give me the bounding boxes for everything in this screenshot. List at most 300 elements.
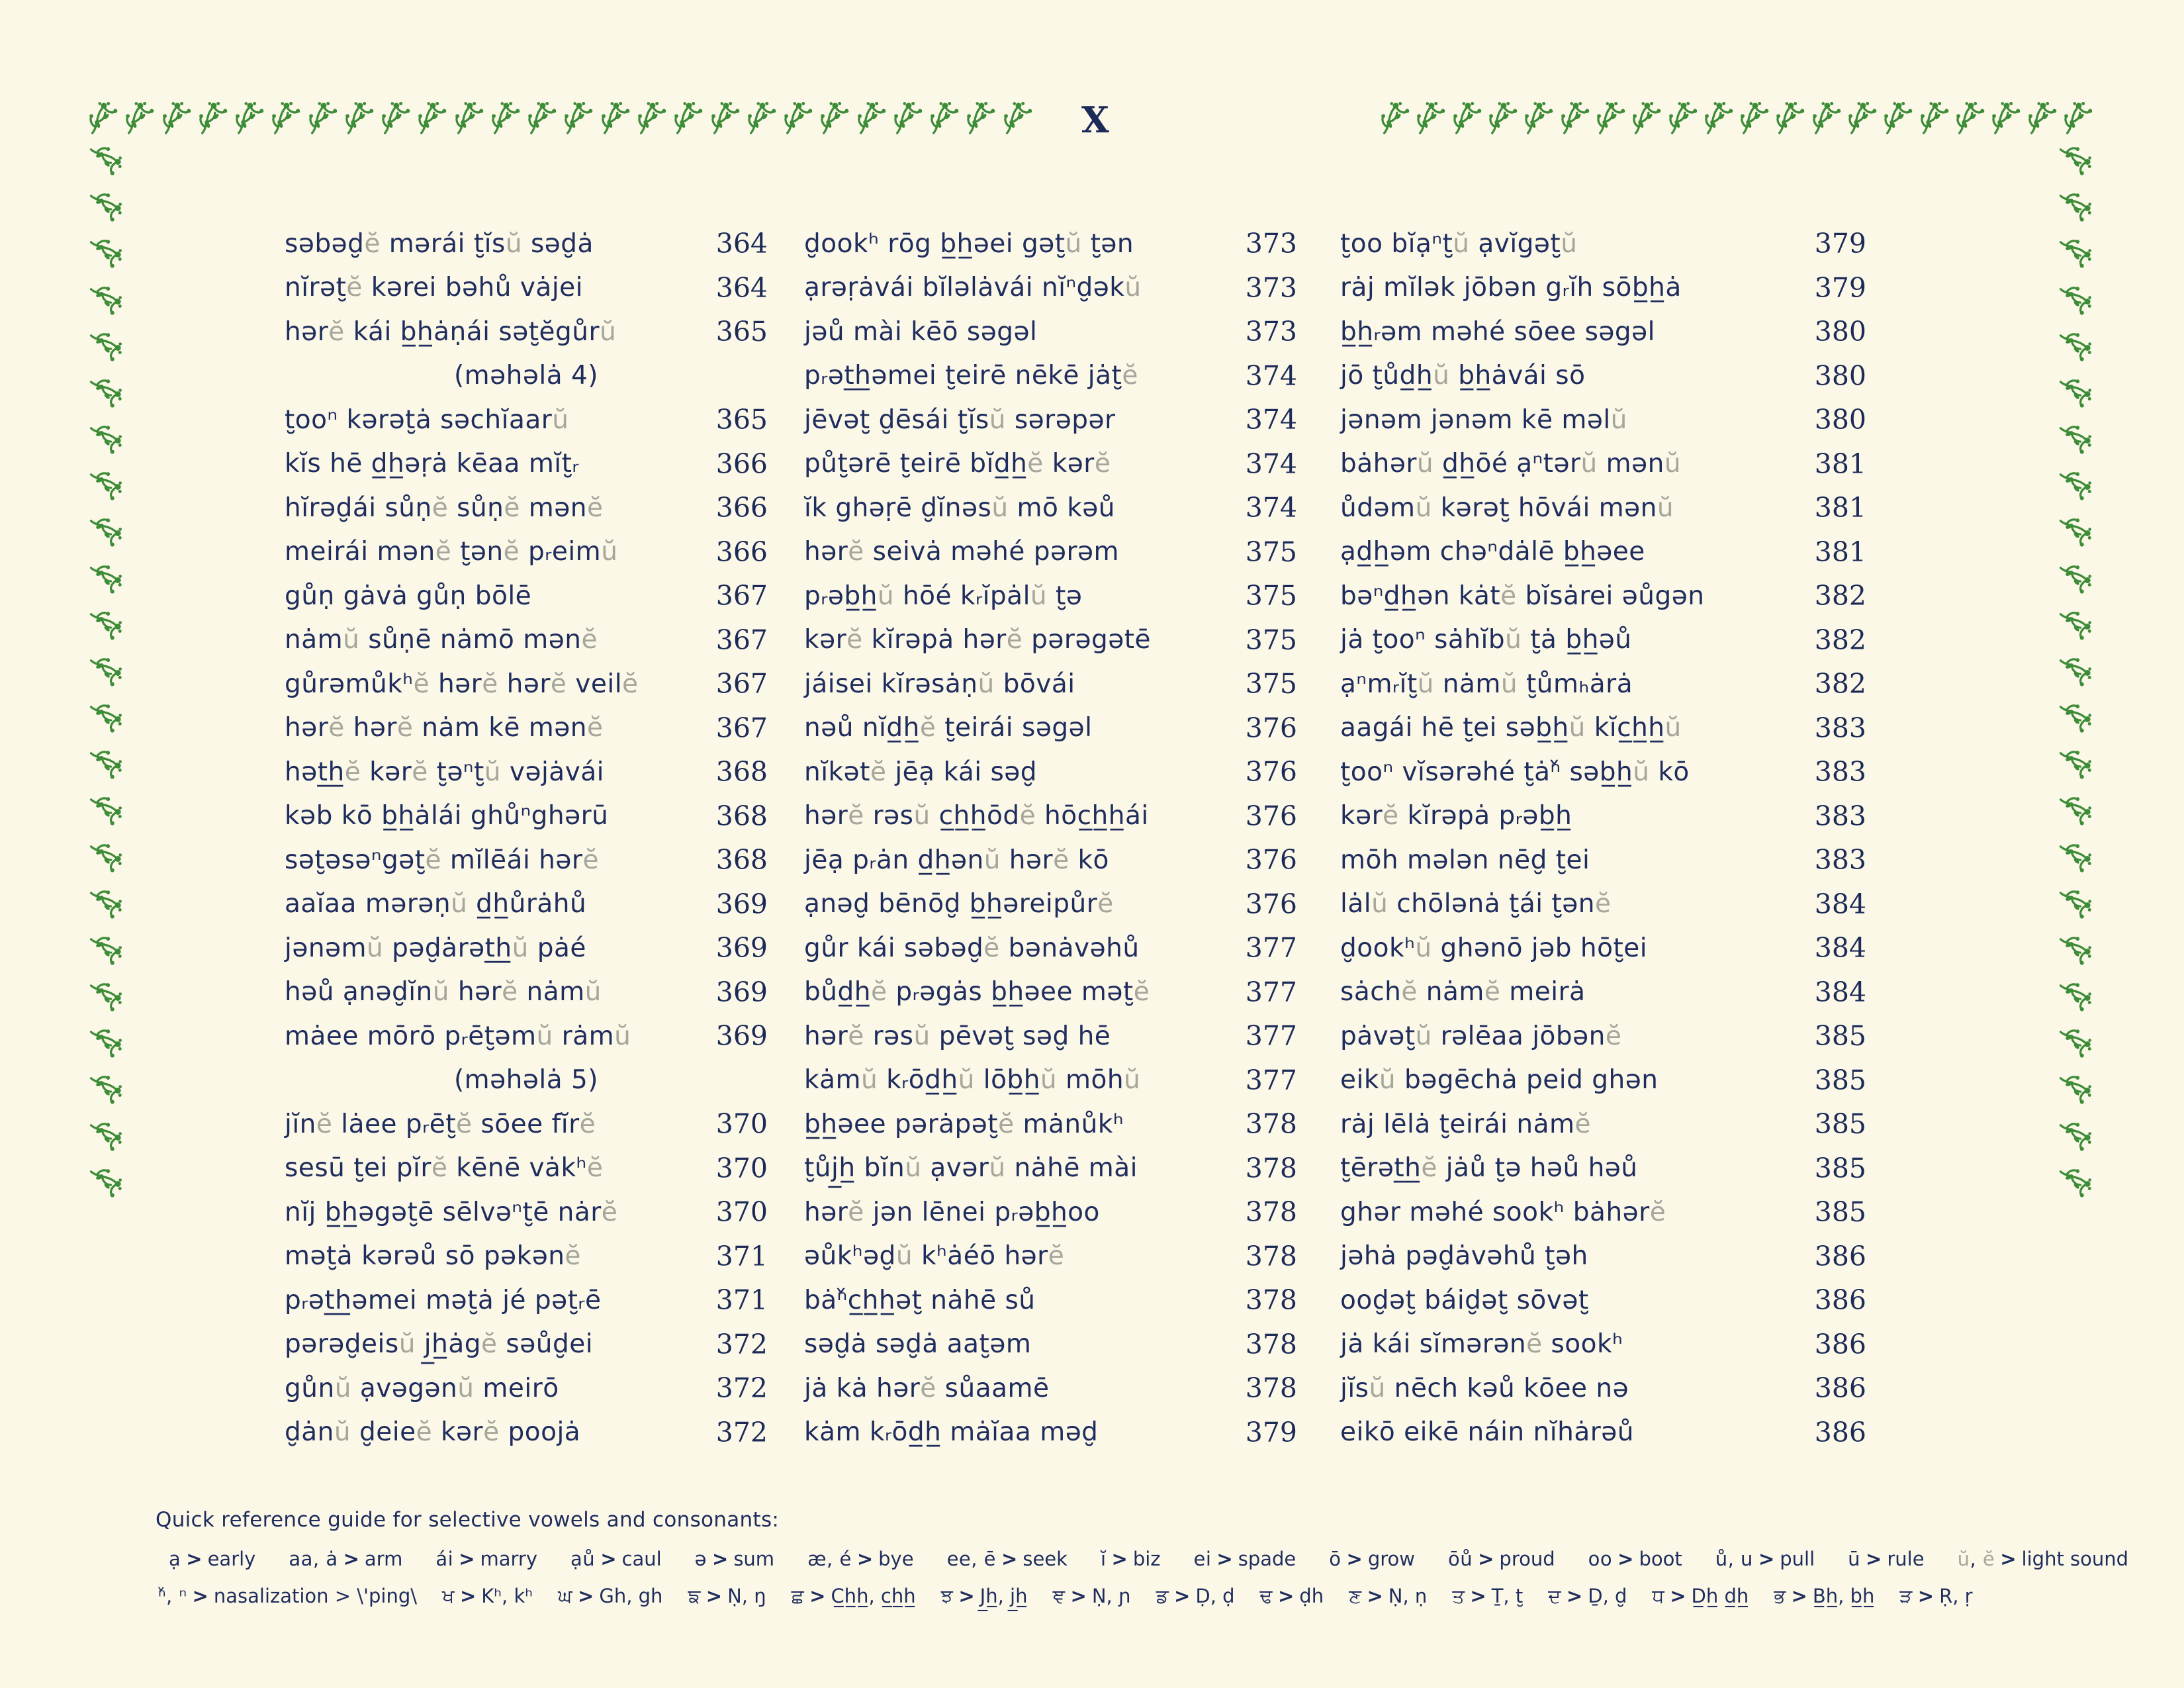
entry-page-number: 383 bbox=[1814, 800, 1866, 832]
floral-sprig-icon bbox=[452, 99, 485, 136]
entry-page-number: 377 bbox=[1245, 976, 1297, 1008]
entry-page-number: 382 bbox=[1814, 624, 1866, 656]
guide-item-vowel: ei > spade bbox=[1193, 1548, 1297, 1570]
entry-page-number: 377 bbox=[1245, 1064, 1297, 1096]
guide-item-consonant: ਧ > D̲h̲ d̲h̲ bbox=[1652, 1585, 1749, 1607]
entry-page-number: 376 bbox=[1245, 844, 1297, 876]
entry-page-number: 382 bbox=[1814, 580, 1866, 612]
entry-title: kĭs hē d̲h̲əṛȧ kēaa mĭt̮ᵣ bbox=[285, 449, 580, 479]
entry-title: t̮oo bĭạⁿt̮ŭ ạvĭgət̮ŭ bbox=[1340, 228, 1578, 259]
floral-sprig-icon bbox=[87, 886, 125, 921]
entry-page-number: 383 bbox=[1814, 712, 1866, 744]
entry-title: pərəd̮eisŭ j̲h̲ȧgĕ səůd̮ei bbox=[285, 1329, 594, 1360]
entry-title: gůr kái səbəd̮ĕ bənȧvəhů bbox=[804, 933, 1140, 963]
floral-border-top-right bbox=[1378, 99, 2094, 140]
entry-page-number: 376 bbox=[1245, 712, 1297, 744]
entry-page-number: 374 bbox=[1245, 447, 1297, 480]
floral-sprig-icon bbox=[2056, 700, 2095, 735]
floral-sprig-icon bbox=[87, 468, 125, 502]
guide-consonants-line bbox=[158, 1585, 2115, 1608]
floral-sprig-icon bbox=[415, 99, 448, 136]
entry-title: nȧmŭ sůṇē nȧmō mənĕ bbox=[285, 625, 598, 655]
page-number-roman: X bbox=[1081, 99, 1109, 141]
entry-page-number: 367 bbox=[715, 624, 768, 656]
floral-sprig-icon bbox=[2056, 608, 2095, 642]
floral-sprig-icon bbox=[2056, 1025, 2095, 1060]
index-entry bbox=[1340, 838, 1866, 882]
index-entry bbox=[285, 1278, 768, 1323]
floral-sprig-icon bbox=[159, 99, 193, 136]
entry-page-number: 378 bbox=[1245, 1108, 1297, 1141]
entry-page-number: 366 bbox=[715, 492, 768, 524]
index-entry bbox=[285, 970, 768, 1015]
entry-title: mōh mələn nēd̮ t̮ei bbox=[1340, 845, 1590, 875]
entry-page-number: 364 bbox=[715, 228, 768, 260]
guide-title: Quick reference guide for selective vowels and consonants: bbox=[156, 1508, 780, 1532]
index-entry bbox=[285, 1102, 768, 1147]
entry-title: səd̮ȧ səd̮ȧ aat̮əm bbox=[804, 1329, 1032, 1360]
entry-page-number: 376 bbox=[1245, 756, 1297, 788]
index-entry bbox=[804, 530, 1297, 575]
floral-sprig-icon bbox=[854, 99, 887, 136]
entry-title: ạrəṛȧvái bĭləlȧvái nĭⁿd̮əkŭ bbox=[804, 273, 1142, 303]
index-entry bbox=[1340, 1147, 1866, 1191]
entry-title: eikŭ bəgēchȧ peid ghən bbox=[1340, 1065, 1659, 1096]
floral-sprig-icon bbox=[2056, 283, 2095, 317]
entry-page-number: 373 bbox=[1245, 228, 1297, 260]
entry-title: jȧ t̮ooⁿ sȧhĭbŭ t̮ȧ b̲h̲əů bbox=[1340, 625, 1632, 655]
floral-sprig-icon bbox=[964, 99, 997, 136]
entry-title: eikō eikē náin nĭhȧrəů bbox=[1340, 1417, 1634, 1448]
index-entry bbox=[1340, 486, 1866, 530]
entry-title: gůnŭ ạvəgənŭ meirō bbox=[285, 1373, 559, 1403]
floral-sprig-icon bbox=[1378, 99, 1411, 136]
index-entry bbox=[285, 574, 768, 618]
floral-sprig-icon bbox=[2056, 793, 2095, 827]
entry-title: jēvət̮ d̮ēsái t̮ĭsŭ sərəpər bbox=[804, 404, 1116, 435]
entry-title: hərĕ kái b̲h̲ȧṇái sət̮ĕgůrŭ bbox=[285, 316, 617, 347]
entry-title: ghər məhé sookʰ bȧhərĕ bbox=[1340, 1197, 1666, 1227]
entry-page-number: 378 bbox=[1245, 1196, 1297, 1229]
guide-item-vowel: aa, ȧ > arm bbox=[289, 1548, 403, 1570]
entry-title: sət̮əsəⁿgət̮ĕ mĭlēái hərĕ bbox=[285, 845, 599, 875]
entry-title: d̮ookʰ rōg b̲h̲əei gət̮ŭ t̮ən bbox=[804, 228, 1134, 259]
entry-title: aagái hē t̮ei səb̲h̲ŭ kĭc̲h̲h̲ŭ bbox=[1340, 713, 1682, 743]
entry-page-number: 379 bbox=[1814, 228, 1866, 260]
entry-page-number: 382 bbox=[1814, 668, 1866, 700]
guide-item-consonant: ੜ > Ṛ, ṛ bbox=[1899, 1585, 1973, 1607]
entry-title: bəⁿd̲h̲ən kȧtĕ bĭsȧrei əůgən bbox=[1340, 581, 1705, 611]
entry-page-number: 368 bbox=[715, 756, 768, 788]
index-entry bbox=[804, 1366, 1297, 1411]
index-entry bbox=[285, 486, 768, 530]
index-entry bbox=[285, 618, 768, 663]
entry-page-number: 366 bbox=[715, 536, 768, 568]
entry-title: nĭkətĕ jēạ kái səd̮ bbox=[804, 757, 1038, 787]
section-heading: (məhəlȧ 5) bbox=[453, 1065, 599, 1096]
entry-page-number: 370 bbox=[715, 1196, 768, 1229]
floral-sprig-icon bbox=[1558, 99, 1591, 136]
entry-title: kərĕ kĭrəpȧ pᵣəb̲h̲ bbox=[1340, 801, 1572, 831]
index-entry bbox=[804, 266, 1297, 310]
index-entry bbox=[804, 1058, 1297, 1103]
index-entry bbox=[804, 1102, 1297, 1147]
entry-page-number: 378 bbox=[1245, 1240, 1297, 1272]
floral-sprig-icon bbox=[1001, 99, 1034, 136]
floral-sprig-icon bbox=[87, 1119, 125, 1153]
guide-item-vowel: ĭ > biz bbox=[1100, 1548, 1161, 1570]
index-entry bbox=[285, 926, 768, 970]
guide-item-consonant: ਭ > B̲h̲, b̲h̲ bbox=[1774, 1585, 1875, 1607]
floral-sprig-icon bbox=[817, 99, 850, 136]
index-entry bbox=[285, 662, 768, 706]
entry-title: pᵣəb̲h̲ŭ hōé kᵣĭpȧlŭ t̮ə bbox=[804, 581, 1083, 611]
entry-page-number: 372 bbox=[715, 1416, 768, 1448]
entry-title: sȧchĕ nȧmĕ meirȧ bbox=[1340, 977, 1586, 1008]
floral-sprig-icon bbox=[87, 189, 125, 224]
floral-sprig-icon bbox=[87, 608, 125, 642]
entry-title: kəb kō b̲h̲ȧlái ghůⁿghərū bbox=[285, 801, 609, 831]
floral-sprig-icon bbox=[87, 422, 125, 456]
floral-sprig-icon bbox=[671, 99, 704, 136]
entry-title: hərĕ jən lēnei pᵣəb̲h̲oo bbox=[804, 1197, 1100, 1227]
index-entry bbox=[804, 750, 1297, 794]
floral-sprig-icon bbox=[2061, 99, 2094, 136]
index-entry bbox=[1340, 354, 1866, 399]
entry-title: kərĕ kĭrəpȧ hərĕ pərəgətē bbox=[804, 625, 1151, 655]
index-entry bbox=[1340, 882, 1866, 927]
entry-title: jȧ kái sĭmərənĕ sookʰ bbox=[1340, 1329, 1623, 1360]
entry-title: hərĕ hərĕ nȧm kē mənĕ bbox=[285, 713, 604, 743]
guide-item-vowel: ạů > caul bbox=[570, 1548, 662, 1570]
floral-sprig-icon bbox=[1414, 99, 1447, 136]
index-entry bbox=[804, 794, 1297, 839]
index-entry bbox=[804, 310, 1297, 354]
index-entry bbox=[285, 398, 768, 442]
index-entry bbox=[285, 794, 768, 839]
index-entry bbox=[1340, 398, 1866, 442]
floral-sprig-icon bbox=[1989, 99, 2022, 136]
floral-sprig-icon bbox=[2056, 747, 2095, 781]
floral-sprig-icon bbox=[2056, 143, 2095, 177]
index-entry bbox=[285, 706, 768, 751]
index-entry bbox=[804, 882, 1297, 927]
guide-item-vowel: ə > sum bbox=[694, 1548, 775, 1570]
entry-page-number: 369 bbox=[715, 932, 768, 964]
guide-item-consonant: ਖ > Kʰ, kʰ bbox=[442, 1585, 533, 1607]
floral-sprig-icon bbox=[87, 1025, 125, 1060]
entry-title: gůrəmůkʰĕ hərĕ hərĕ veilĕ bbox=[285, 669, 639, 699]
floral-sprig-icon bbox=[2056, 840, 2095, 874]
entry-page-number: 379 bbox=[1245, 1416, 1297, 1448]
guide-item-vowel: oo > boot bbox=[1588, 1548, 1682, 1570]
index-entry bbox=[804, 662, 1297, 706]
entry-page-number: 367 bbox=[715, 668, 768, 700]
entry-title: sesū t̮ei pĭrĕ kēnē vȧkʰĕ bbox=[285, 1153, 604, 1184]
entry-page-number: 383 bbox=[1814, 844, 1866, 876]
index-entry bbox=[804, 1014, 1297, 1058]
floral-sprig-icon bbox=[87, 840, 125, 874]
entry-title: mət̮ȧ kərəů sō pəkənĕ bbox=[285, 1241, 581, 1272]
guide-item-consonant: ਙ > Ṇ, ŋ bbox=[688, 1585, 766, 1607]
index-entry bbox=[804, 618, 1297, 663]
index-entry bbox=[285, 310, 768, 354]
entry-title: səbəd̮ĕ mərái t̮ĭsŭ səd̮ȧ bbox=[285, 228, 594, 259]
entry-page-number: 369 bbox=[715, 888, 768, 920]
index-entry bbox=[804, 1323, 1297, 1367]
index-entry bbox=[285, 266, 768, 310]
floral-sprig-icon bbox=[342, 99, 375, 136]
entry-title: pᵣət̲h̲əmei t̮eirē nēkē jȧt̮ĕ bbox=[804, 361, 1138, 391]
guide-item-vowel: ōů > proud bbox=[1447, 1548, 1555, 1570]
entry-title: mȧee mōrō pᵣēt̮əmŭ rȧmŭ bbox=[285, 1021, 631, 1051]
floral-sprig-icon bbox=[2056, 422, 2095, 456]
floral-sprig-icon bbox=[1953, 99, 1986, 136]
guide-item-vowel: ō > grow bbox=[1329, 1548, 1415, 1570]
index-entry bbox=[285, 838, 768, 882]
floral-sprig-icon bbox=[87, 561, 125, 596]
index-column-1 bbox=[285, 222, 768, 1454]
floral-sprig-icon bbox=[87, 700, 125, 735]
floral-sprig-icon bbox=[927, 99, 960, 136]
floral-sprig-icon bbox=[87, 283, 125, 317]
entry-page-number: 380 bbox=[1814, 316, 1866, 348]
entry-title: jáisei kĭrəsȧṇŭ bōvái bbox=[804, 669, 1075, 699]
index-entry bbox=[285, 1147, 768, 1191]
entry-page-number: 368 bbox=[715, 800, 768, 832]
floral-sprig-icon bbox=[561, 99, 594, 136]
floral-sprig-icon bbox=[2056, 561, 2095, 596]
index-entry bbox=[804, 1190, 1297, 1235]
floral-sprig-icon bbox=[1522, 99, 1555, 136]
floral-sprig-icon bbox=[2056, 1072, 2095, 1106]
entry-page-number: 374 bbox=[1245, 359, 1297, 392]
pronunciation-guide bbox=[156, 1508, 2129, 1608]
entry-title: b̲h̲əee pərȧpət̮ĕ mȧnůkʰ bbox=[804, 1109, 1124, 1139]
floral-sprig-icon bbox=[2056, 329, 2095, 363]
index-entry bbox=[1340, 1190, 1866, 1235]
entry-page-number: 385 bbox=[1814, 1152, 1866, 1184]
entry-title: hərĕ seivȧ məhé pərəm bbox=[804, 537, 1120, 567]
floral-sprig-icon bbox=[2056, 979, 2095, 1013]
index-entry bbox=[1340, 442, 1866, 487]
entry-page-number: 386 bbox=[1814, 1416, 1866, 1448]
floral-sprig-icon bbox=[1845, 99, 1878, 136]
index-entry bbox=[804, 574, 1297, 618]
entry-title: ạnəd̮ bēnōd̮ b̲h̲əreipůrĕ bbox=[804, 889, 1114, 919]
floral-sprig-icon bbox=[1594, 99, 1627, 136]
entry-page-number: 380 bbox=[1814, 359, 1866, 392]
entry-title: ạd̲h̲əm chəⁿdȧlē b̲h̲əee bbox=[1340, 537, 1645, 567]
entry-title: ạⁿmᵣĭt̮ŭ nȧmŭ t̮ůmₕȧrȧ bbox=[1340, 669, 1633, 699]
entry-page-number: 373 bbox=[1245, 271, 1297, 304]
index-entry bbox=[804, 838, 1297, 882]
index-entry bbox=[285, 222, 768, 266]
floral-sprig-icon bbox=[2056, 654, 2095, 688]
floral-sprig-icon bbox=[87, 329, 125, 363]
floral-sprig-icon bbox=[306, 99, 339, 136]
floral-sprig-icon bbox=[598, 99, 631, 136]
floral-border-right bbox=[2056, 142, 2095, 1201]
index-entry bbox=[804, 222, 1297, 266]
entry-title: aaĭaa mərəṇŭ d̲h̲ůrȧhů bbox=[285, 889, 587, 919]
entry-page-number: 368 bbox=[715, 844, 768, 876]
index-entry bbox=[804, 970, 1297, 1015]
index-entry bbox=[1340, 706, 1866, 751]
entry-page-number: 385 bbox=[1814, 1064, 1866, 1096]
floral-sprig-icon bbox=[122, 99, 156, 136]
entry-title: kȧm kᵣōd̲h̲ mȧĭaa məd̮ bbox=[804, 1417, 1099, 1448]
guide-item-vowel: ạ > early bbox=[169, 1548, 256, 1570]
entry-page-number: 385 bbox=[1814, 1108, 1866, 1141]
index-entry bbox=[285, 442, 768, 487]
entry-title: jĭsŭ nēch kəů kōee nə bbox=[1340, 1373, 1629, 1403]
floral-sprig-icon bbox=[2025, 99, 2058, 136]
floral-sprig-icon bbox=[86, 99, 119, 136]
floral-sprig-icon bbox=[1666, 99, 1699, 136]
index-entry bbox=[1340, 1278, 1866, 1323]
floral-sprig-icon bbox=[2056, 468, 2095, 502]
guide-item-consonant: ਘ > Gh, gh bbox=[557, 1585, 663, 1607]
entry-title: hĭrəd̮ái sůṇĕ sůṇĕ mənĕ bbox=[285, 492, 604, 523]
index-entry bbox=[285, 1366, 768, 1411]
entry-page-number: 378 bbox=[1245, 1372, 1297, 1405]
floral-sprig-icon bbox=[2056, 1119, 2095, 1153]
index-entry bbox=[804, 486, 1297, 530]
floral-sprig-icon bbox=[87, 375, 125, 410]
entry-title: t̮ooⁿ vĭsərəhé t̮ȧⁿ̌ səb̲h̲ŭ kō bbox=[1340, 757, 1690, 787]
entry-page-number: 383 bbox=[1814, 756, 1866, 788]
floral-sprig-icon bbox=[87, 979, 125, 1013]
entry-page-number: 365 bbox=[715, 316, 768, 348]
guide-item-vowel: ū > rule bbox=[1848, 1548, 1925, 1570]
entry-page-number: 386 bbox=[1814, 1372, 1866, 1405]
guide-item-vowel: ái > marry bbox=[435, 1548, 538, 1570]
guide-item-vowel: ee, ē > seek bbox=[946, 1548, 1068, 1570]
guide-item-consonant: ਦ > Ḏ, d̮ bbox=[1548, 1585, 1627, 1607]
entry-page-number: 371 bbox=[715, 1284, 768, 1317]
index-entry bbox=[1340, 750, 1866, 794]
entry-page-number: 384 bbox=[1814, 932, 1866, 964]
index-entry bbox=[804, 1147, 1297, 1191]
entry-page-number: 375 bbox=[1245, 668, 1297, 700]
entry-page-number: 370 bbox=[715, 1108, 768, 1141]
entry-title: pᵣət̲h̲əmei mət̮ȧ jé pət̮ᵣē bbox=[285, 1285, 602, 1315]
entry-title: d̮ȧnŭ d̮eieĕ kərĕ poojȧ bbox=[285, 1417, 581, 1448]
entry-title: əůkʰəd̮ŭ kʰȧéō hərĕ bbox=[804, 1241, 1065, 1272]
entry-page-number: 376 bbox=[1245, 888, 1297, 920]
entry-title: həů ạnəd̮ĭnŭ hərĕ nȧmŭ bbox=[285, 977, 602, 1008]
guide-vowels-line bbox=[169, 1548, 2129, 1570]
index-entry bbox=[285, 1411, 768, 1455]
entry-title: ůdəmŭ kərət̮ hōvái mənŭ bbox=[1340, 492, 1674, 523]
entry-title: rȧj mĭlək jōbən gᵣĭh sōb̲h̲ȧ bbox=[1340, 273, 1682, 303]
floral-sprig-icon bbox=[635, 99, 668, 136]
entry-title: t̮ērət̲h̲ĕ jȧů t̮ə həů həů bbox=[1340, 1153, 1638, 1184]
floral-sprig-icon bbox=[488, 99, 522, 136]
index-entry bbox=[1340, 1235, 1866, 1279]
entry-title: jənəm jənəm kē məlŭ bbox=[1340, 404, 1627, 435]
guide-item-consonant: ਝ > J̲h̲, j̲h̲ bbox=[940, 1585, 1028, 1607]
floral-sprig-icon bbox=[87, 933, 125, 967]
entry-page-number: 384 bbox=[1814, 976, 1866, 1008]
entry-page-number: 371 bbox=[715, 1240, 768, 1272]
index-entry bbox=[804, 1411, 1297, 1455]
floral-sprig-icon bbox=[87, 236, 125, 270]
index-entry bbox=[1340, 970, 1866, 1015]
floral-sprig-icon bbox=[891, 99, 924, 136]
entry-page-number: 374 bbox=[1245, 492, 1297, 524]
floral-sprig-icon bbox=[87, 793, 125, 827]
entry-page-number: 365 bbox=[715, 404, 768, 436]
entry-title: lȧlŭ chōlənȧ t̮ái t̮ənĕ bbox=[1340, 889, 1612, 919]
entry-title: hərĕ rəsŭ c̲h̲h̲ōdĕ hōc̲h̲h̲ái bbox=[804, 801, 1149, 831]
index-entry bbox=[1340, 1366, 1866, 1411]
guide-item-consonant: ਢ > ḍh bbox=[1259, 1585, 1324, 1607]
index-entry bbox=[1340, 530, 1866, 575]
entry-title: jənəmŭ pəd̮ȧrət̲h̲ŭ pȧé bbox=[285, 933, 586, 963]
entry-title: bȧhərŭ d̲h̲ōé ạⁿtərŭ mənŭ bbox=[1340, 449, 1682, 479]
guide-item-consonant: ਞ > Ṇ, ɲ bbox=[1052, 1585, 1131, 1607]
floral-sprig-icon bbox=[781, 99, 814, 136]
entry-title: kȧmŭ kᵣōd̲h̲ŭ lōb̲h̲ŭ mōhŭ bbox=[804, 1065, 1141, 1096]
floral-sprig-icon bbox=[2056, 1165, 2095, 1199]
entry-page-number: 372 bbox=[715, 1372, 768, 1405]
entry-title: jĭnĕ lȧee pᵣēt̮ĕ sōee fĭrĕ bbox=[285, 1109, 596, 1139]
entry-page-number: 379 bbox=[1814, 271, 1866, 304]
index-entry bbox=[1340, 1102, 1866, 1147]
guide-item-consonant: ਡ > Ḍ, ḍ bbox=[1156, 1585, 1235, 1607]
section-heading: (məhəlȧ 4) bbox=[453, 361, 599, 391]
entry-page-number: 377 bbox=[1245, 932, 1297, 964]
entry-page-number: 386 bbox=[1814, 1240, 1866, 1272]
entry-title: hət̲h̲ĕ kərĕ t̮əⁿt̮ŭ vəjȧvái bbox=[285, 757, 605, 787]
entry-title: meirái mənĕ t̮ənĕ pᵣeimŭ bbox=[285, 537, 618, 567]
entry-page-number: 369 bbox=[715, 976, 768, 1008]
index-entry bbox=[1340, 662, 1866, 706]
entry-page-number: 375 bbox=[1245, 536, 1297, 568]
guide-item-consonant: ਛ > C̲h̲h̲, c̲h̲h̲ bbox=[791, 1585, 916, 1607]
guide-item-vowel: ŭ, ĕ > light sound bbox=[1957, 1548, 2129, 1570]
entry-page-number: 367 bbox=[715, 712, 768, 744]
floral-border-top-left bbox=[86, 99, 1034, 140]
entry-title: pȧvət̮ŭ rəlēaa jōbənĕ bbox=[1340, 1021, 1622, 1051]
guide-item-consonant: ਣ > Ṇ, ṇ bbox=[1349, 1585, 1428, 1607]
entry-page-number: 381 bbox=[1814, 492, 1866, 524]
entry-page-number: 370 bbox=[715, 1152, 768, 1184]
floral-border-left bbox=[86, 142, 126, 1201]
guide-item-consonant: ਤ > Ṯ, t̮ bbox=[1452, 1585, 1524, 1607]
entry-title: jȧ kȧ hərĕ sůaamē bbox=[804, 1373, 1050, 1403]
entry-title: rȧj lēlȧ t̮eirái nȧmĕ bbox=[1340, 1109, 1592, 1139]
entry-page-number: 384 bbox=[1814, 888, 1866, 920]
index-column-2 bbox=[804, 222, 1297, 1454]
entry-title: nəů nĭd̲h̲ĕ t̮eirái səgəl bbox=[804, 713, 1093, 743]
floral-sprig-icon bbox=[2056, 189, 2095, 224]
floral-sprig-icon bbox=[2056, 375, 2095, 410]
index-entry bbox=[804, 926, 1297, 970]
index-entry bbox=[1340, 222, 1866, 266]
floral-sprig-icon bbox=[1737, 99, 1770, 136]
floral-sprig-icon bbox=[87, 514, 125, 549]
entry-title: nĭj b̲h̲əgət̮ē sēlvəⁿt̮ē nȧrĕ bbox=[285, 1197, 618, 1227]
index-entry bbox=[285, 882, 768, 927]
entry-page-number: 381 bbox=[1814, 447, 1866, 480]
entry-page-number: 364 bbox=[715, 271, 768, 304]
index-entry bbox=[804, 1278, 1297, 1323]
entry-title: bȧⁿ̌c̲h̲h̲ət̮ nȧhē sů bbox=[804, 1285, 1036, 1315]
entry-title: půt̮ərē t̮eirē bĭd̲h̲ĕ kərĕ bbox=[804, 449, 1111, 479]
